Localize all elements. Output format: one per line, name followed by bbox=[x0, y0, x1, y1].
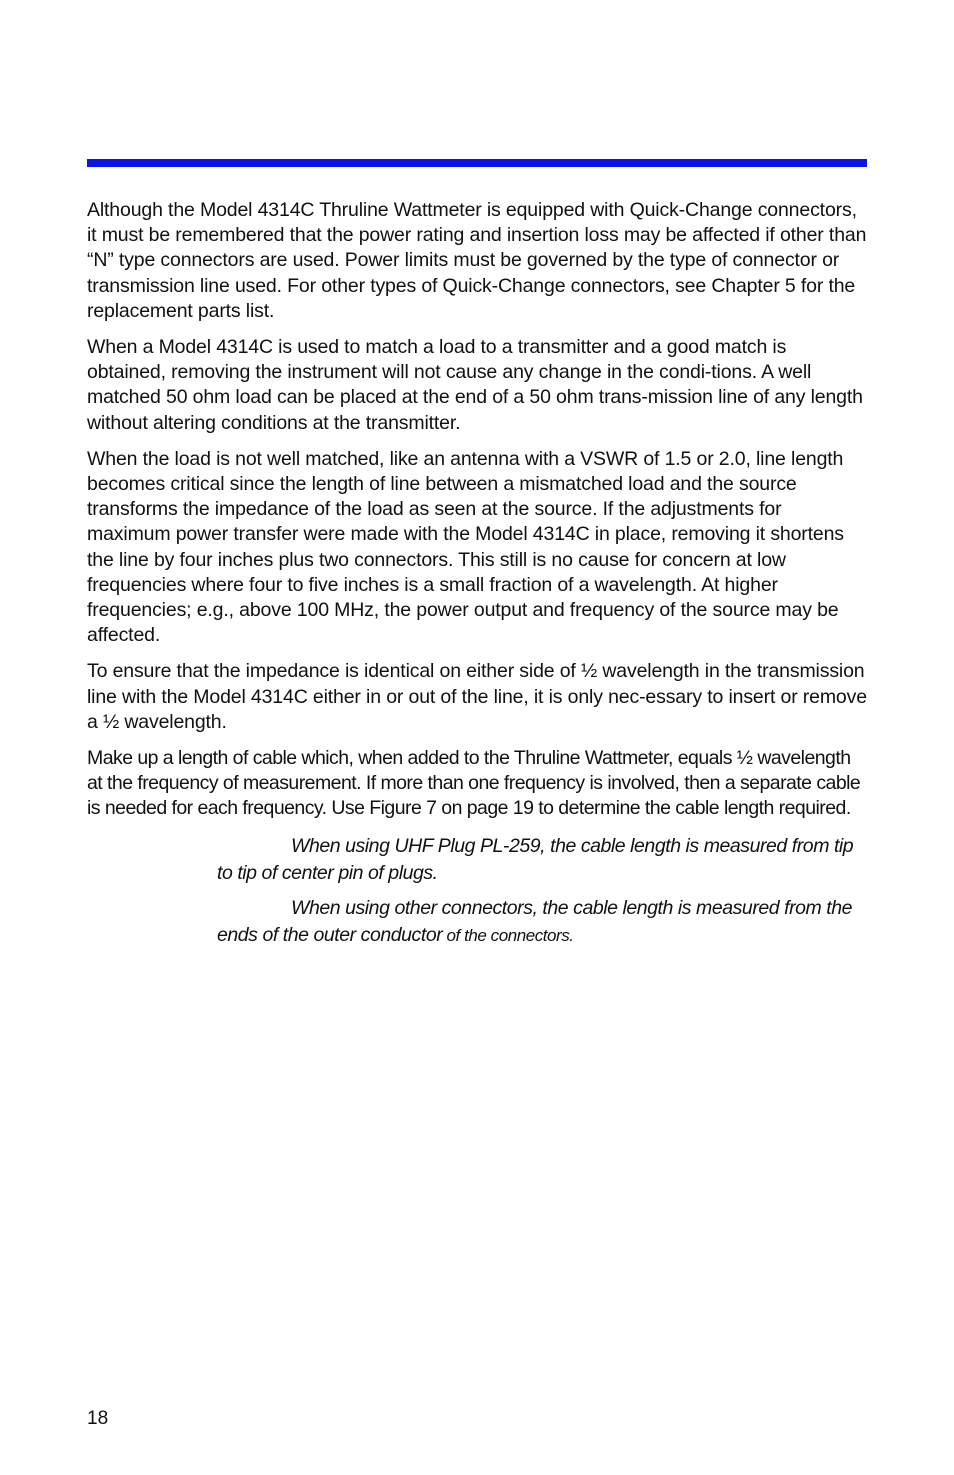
paragraph-connectors: Although the Model 4314C Thruline Wattmeter is equipped with Quick-Change connectors, it must be remembered that the power rating and insertion loss may be affected if other than “N” type connectors are used. Power limits must be governed by the type of connector or transmission line used. For other types of Quick-Change connectors, see Chapter 5 for the replacement parts list. bbox=[87, 199, 867, 322]
note-uhf-plug: When using UHF Plug PL-259, the cable length is measured from tip to tip of center pin of plugs. bbox=[217, 834, 854, 884]
header-rule bbox=[87, 159, 867, 167]
paragraph-mismatched-load: When the load is not well matched, like an antenna with a VSWR of 1.5 or 2.0, line length becomes critical since the length of line between a mismatched load and the source transforms the impedance of the load as seen at the source. If the adjustments for maximum power transfer were made with the Model 4314C in place, removing it shortens the line by four inches plus two connectors. This still is no cause for concern at low frequencies where four to five inches is a small fraction of a wavelength. At higher frequencies; e.g., above 100 MHz, the power output and frequency of the source may be affected. bbox=[87, 447, 844, 647]
note-other-connectors-tail: of the connectors. bbox=[442, 925, 574, 945]
paragraph-matched-load: When a Model 4314C is used to match a load to a transmitter and a good match is obtained, removing the instrument will not cause any change in the condi-tions. A well matched 50 ohm load can be placed at the end of a 50 ohm trans-mission line of any length without altering conditions at the transmitter. bbox=[87, 336, 863, 434]
page-number: 18 bbox=[87, 1408, 109, 1429]
note-other-connectors-main: When using other connectors, the cable length is measured from the ends of the outer conductor bbox=[217, 896, 853, 946]
paragraph-cable-length: Make up a length of cable which, when added to the Thruline Wattmeter, equals ½ wavelength at the frequency of measurement. If more than one frequency is involved, then a separate cable is needed for each frequency. Use Figure 7 on page 19 to determine the cable length required. bbox=[87, 747, 861, 820]
page-body bbox=[87, 198, 867, 957]
note-other-connectors bbox=[217, 895, 857, 949]
paragraph-half-wavelength: To ensure that the impedance is identical on either side of ½ wavelength in the transmission line with the Model 4314C either in or out of the line, it is only nec-essary to insert or remove a ½ wavelength. bbox=[87, 660, 867, 733]
